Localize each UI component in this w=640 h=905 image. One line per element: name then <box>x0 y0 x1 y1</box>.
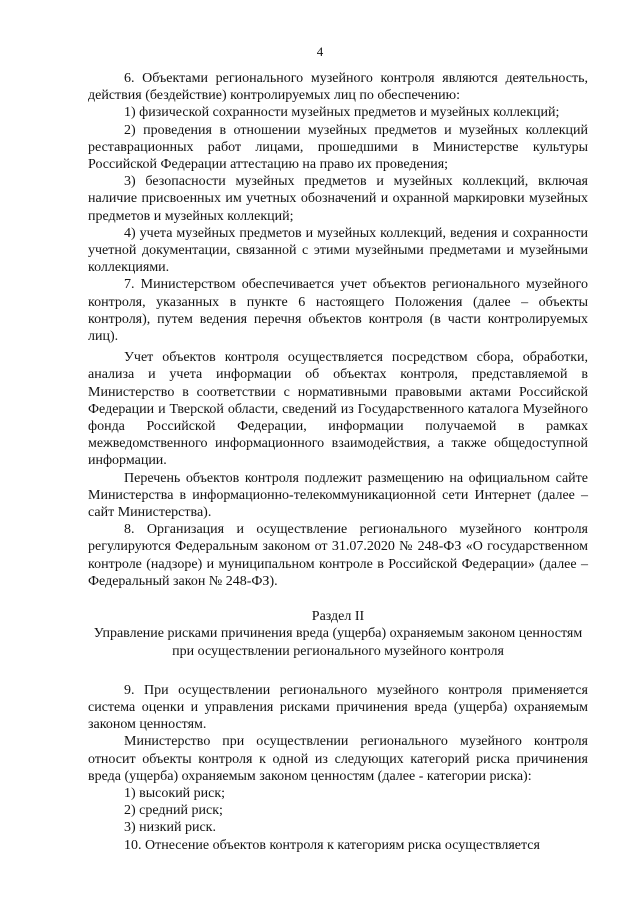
paragraph-6-item-4: 4) учета музейных предметов и музейных коллекций, ведения и сохранности учетной документации, связанной с этими музейными предметами и музейными коллекциями. <box>88 225 588 276</box>
paragraph-9-categories: Министерство при осуществлении регионального музейного контроля относит объекты контроля к одной из следующих категорий риска причинения вреда (ущерба) охраняемым законом ценностям (далее - категории риска): <box>88 734 588 784</box>
risk-category-medium: 2) средний риск; <box>124 803 223 819</box>
paragraph-6-item-2: 2) проведения в отношении музейных предметов и музейных коллекций реставрационных работ лицами, прошедшими в Министерстве культуры Российской Федерации аттестацию на право их проведения; <box>88 122 588 173</box>
section-title: Раздел II <box>311 609 365 625</box>
document-body <box>88 70 588 854</box>
risk-category-low: 3) низкий риск. <box>124 820 216 836</box>
paragraph-6: 6. Объектами регионального музейного контроля являются деятельность, действия (бездействие) контролируемых лиц по обеспечению: <box>88 71 588 104</box>
paragraph-9: 9. При осуществлении регионального музейного контроля применяется система оценки и управления рисками причинения вреда (ущерба) охраняемым законом ценностям. <box>88 682 588 733</box>
paragraph-6-item-3: 3) безопасности музейных предметов и музейных коллекций, включая наличие присвоенных им учетных обозначений и охранной маркировки музейных предметов и музейных коллекций; <box>88 174 588 224</box>
paragraph-7-registration: Учет объектов контроля осуществляется посредством сбора, обработки, анализа и учета информации об объектах контроля, представляемой в Министерство в соответствии с нормативными правовыми актами Российской Федерации и Тверской области, сведений из Государственного каталога Музейного фонда Российской Федерации, информации получаемой в рамках межведомственного информационного взаимодействия, а также общедоступной информации. <box>88 350 588 469</box>
paragraph-6-item-1: 1) физической сохранности музейных предметов и музейных коллекций; <box>124 105 560 121</box>
paragraph-7-publication: Перечень объектов контроля подлежит размещению на официальном сайте Министерства в информационно-телекоммуникационной сети Интернет (далее – сайт Министерства). <box>88 470 588 521</box>
section-subtitle: Управление рисками причинения вреда (ущерба) охраняемым законом ценностям при осуществлении регионального музейного контроля <box>93 626 583 659</box>
paragraph-7: 7. Министерством обеспечивается учет объектов регионального музейного контроля, указанных в пункте 6 настоящего Положения (далее – объекты контроля), путем ведения перечня объектов контроля (в части контролируемых лиц). <box>88 277 588 345</box>
paragraph-8: 8. Организация и осуществление регионального музейного контроля регулируются Федеральным законом от 31.07.2020 № 248-ФЗ «О государственном контроле (надзоре) и муниципальном контроле в Российской Федерации» (далее – Федеральный закон № 248-ФЗ). <box>88 522 588 589</box>
paragraph-10: 10. Отнесение объектов контроля к категориям риска осуществляется <box>124 837 540 853</box>
risk-category-high: 1) высокий риск; <box>124 785 226 801</box>
page-number: 4 <box>316 44 324 59</box>
